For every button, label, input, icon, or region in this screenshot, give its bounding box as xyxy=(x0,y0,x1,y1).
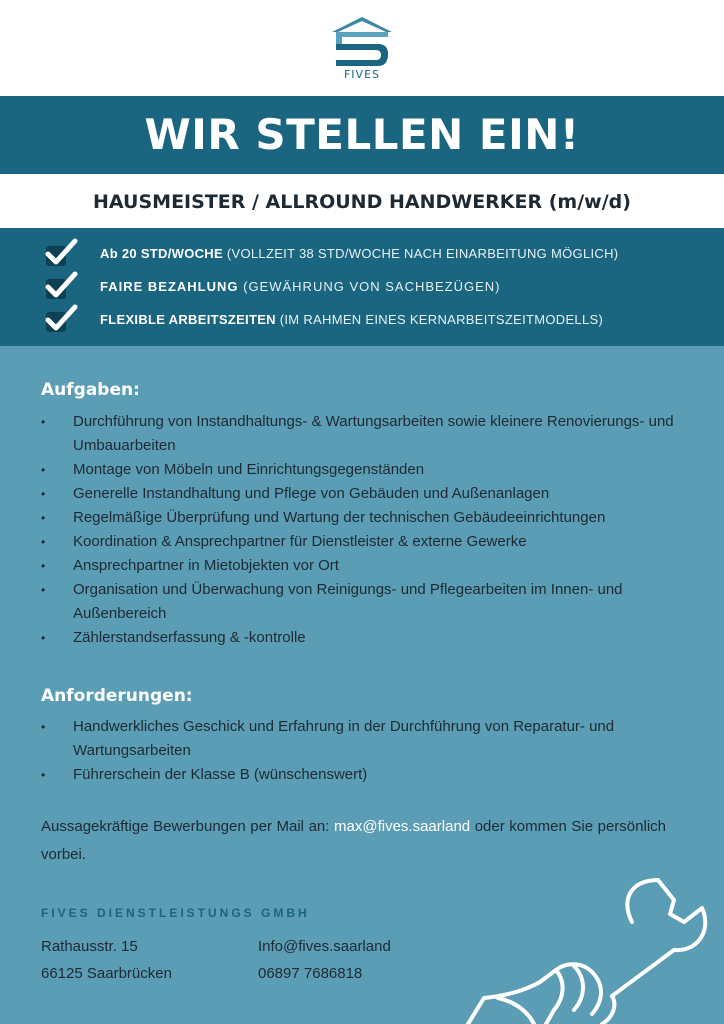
address-city: 66125 Saarbrücken xyxy=(41,965,172,982)
page-title: WIR STELLEN EIN! xyxy=(0,96,724,174)
list-item: • Organisation und Überwachung von Reinigungs- und Pflegearbeiten im Innen- und Außenbereich xyxy=(41,578,681,626)
benefit-detail: (VOLLZEIT 38 STD/WOCHE NACH EINARBEITUNG MÖGLICH) xyxy=(222,246,619,261)
benefit-item xyxy=(44,304,704,336)
benefit-detail: (IM RAHMEN EINES KERNARBEITSZEITMODELLS) xyxy=(275,312,604,327)
closing-text: oder kommen Sie persönlich vorbei. xyxy=(41,818,666,863)
benefits-panel xyxy=(0,228,724,346)
list-item: • Montage von Möbeln und Einrichtungsgegenständen xyxy=(41,458,681,482)
address-street: Rathausstr. 15 xyxy=(41,938,138,955)
check-icon xyxy=(44,238,78,268)
list-item: • Führerschein der Klasse B (wünschenswert) xyxy=(41,763,681,787)
list-item: • Generelle Instandhaltung und Pflege von Gebäuden und Außenanlagen xyxy=(41,482,681,506)
benefit-bold: FAIRE BEZAHLUNG xyxy=(100,279,239,294)
check-icon xyxy=(44,304,78,334)
benefit-item xyxy=(44,238,704,270)
benefit-item xyxy=(44,271,704,303)
benefit-detail: (GEWÄHRUNG VON SACHBEZÜGEN) xyxy=(238,279,501,294)
email-link[interactable]: max@fives.saarland xyxy=(334,818,471,835)
company-name: FIVES DIENSTLEISTUNGS GMBH xyxy=(41,906,310,920)
check-icon xyxy=(44,271,78,301)
header xyxy=(0,0,724,96)
benefit-bold: FLEXIBLE ARBEITSZEITEN xyxy=(100,312,276,327)
benefit-text xyxy=(100,246,618,261)
closing-text: Aussagekräftige Bewerbungen per Mail an: xyxy=(41,818,335,835)
list-item: • Zählerstandserfassung & -kontrolle xyxy=(41,626,681,650)
wrench-hand-icon xyxy=(462,878,724,1024)
benefit-text xyxy=(100,312,603,327)
list-item: • Durchführung von Instandhaltungs- & Wartungsarbeiten sowie kleinere Renovierungs- und Umbauarbeiten xyxy=(41,410,681,458)
list-item: • Regelmäßige Überprüfung und Wartung der technischen Gebäudeeinrichtungen xyxy=(41,506,681,530)
list-item: • Ansprechpartner in Mietobjekten vor Ort xyxy=(41,554,681,578)
contact-phone[interactable]: 06897 7686818 xyxy=(258,965,363,982)
fives-logo xyxy=(330,14,394,84)
application-note xyxy=(41,813,666,869)
job-title: HAUSMEISTER / ALLROUND HANDWERKER (m/w/d) xyxy=(0,174,724,228)
requirements-heading: Anforderungen: xyxy=(41,686,193,706)
house-five-logo-icon xyxy=(330,14,394,68)
requirements-list xyxy=(41,715,681,787)
list-item: • Koordination & Ansprechpartner für Dienstleister & externe Gewerke xyxy=(41,530,681,554)
benefit-bold: Ab 20 STD/WOCHE xyxy=(100,246,223,261)
benefit-text xyxy=(100,279,501,294)
tasks-heading: Aufgaben: xyxy=(41,380,140,400)
tasks-list xyxy=(41,410,681,650)
contact-email[interactable]: Info@fives.saarland xyxy=(258,938,391,955)
logo-text: FIVES xyxy=(343,68,381,81)
list-item: • Handwerkliches Geschick und Erfahrung in der Durchführung von Reparatur- und Wartungsarbeiten xyxy=(41,715,681,763)
